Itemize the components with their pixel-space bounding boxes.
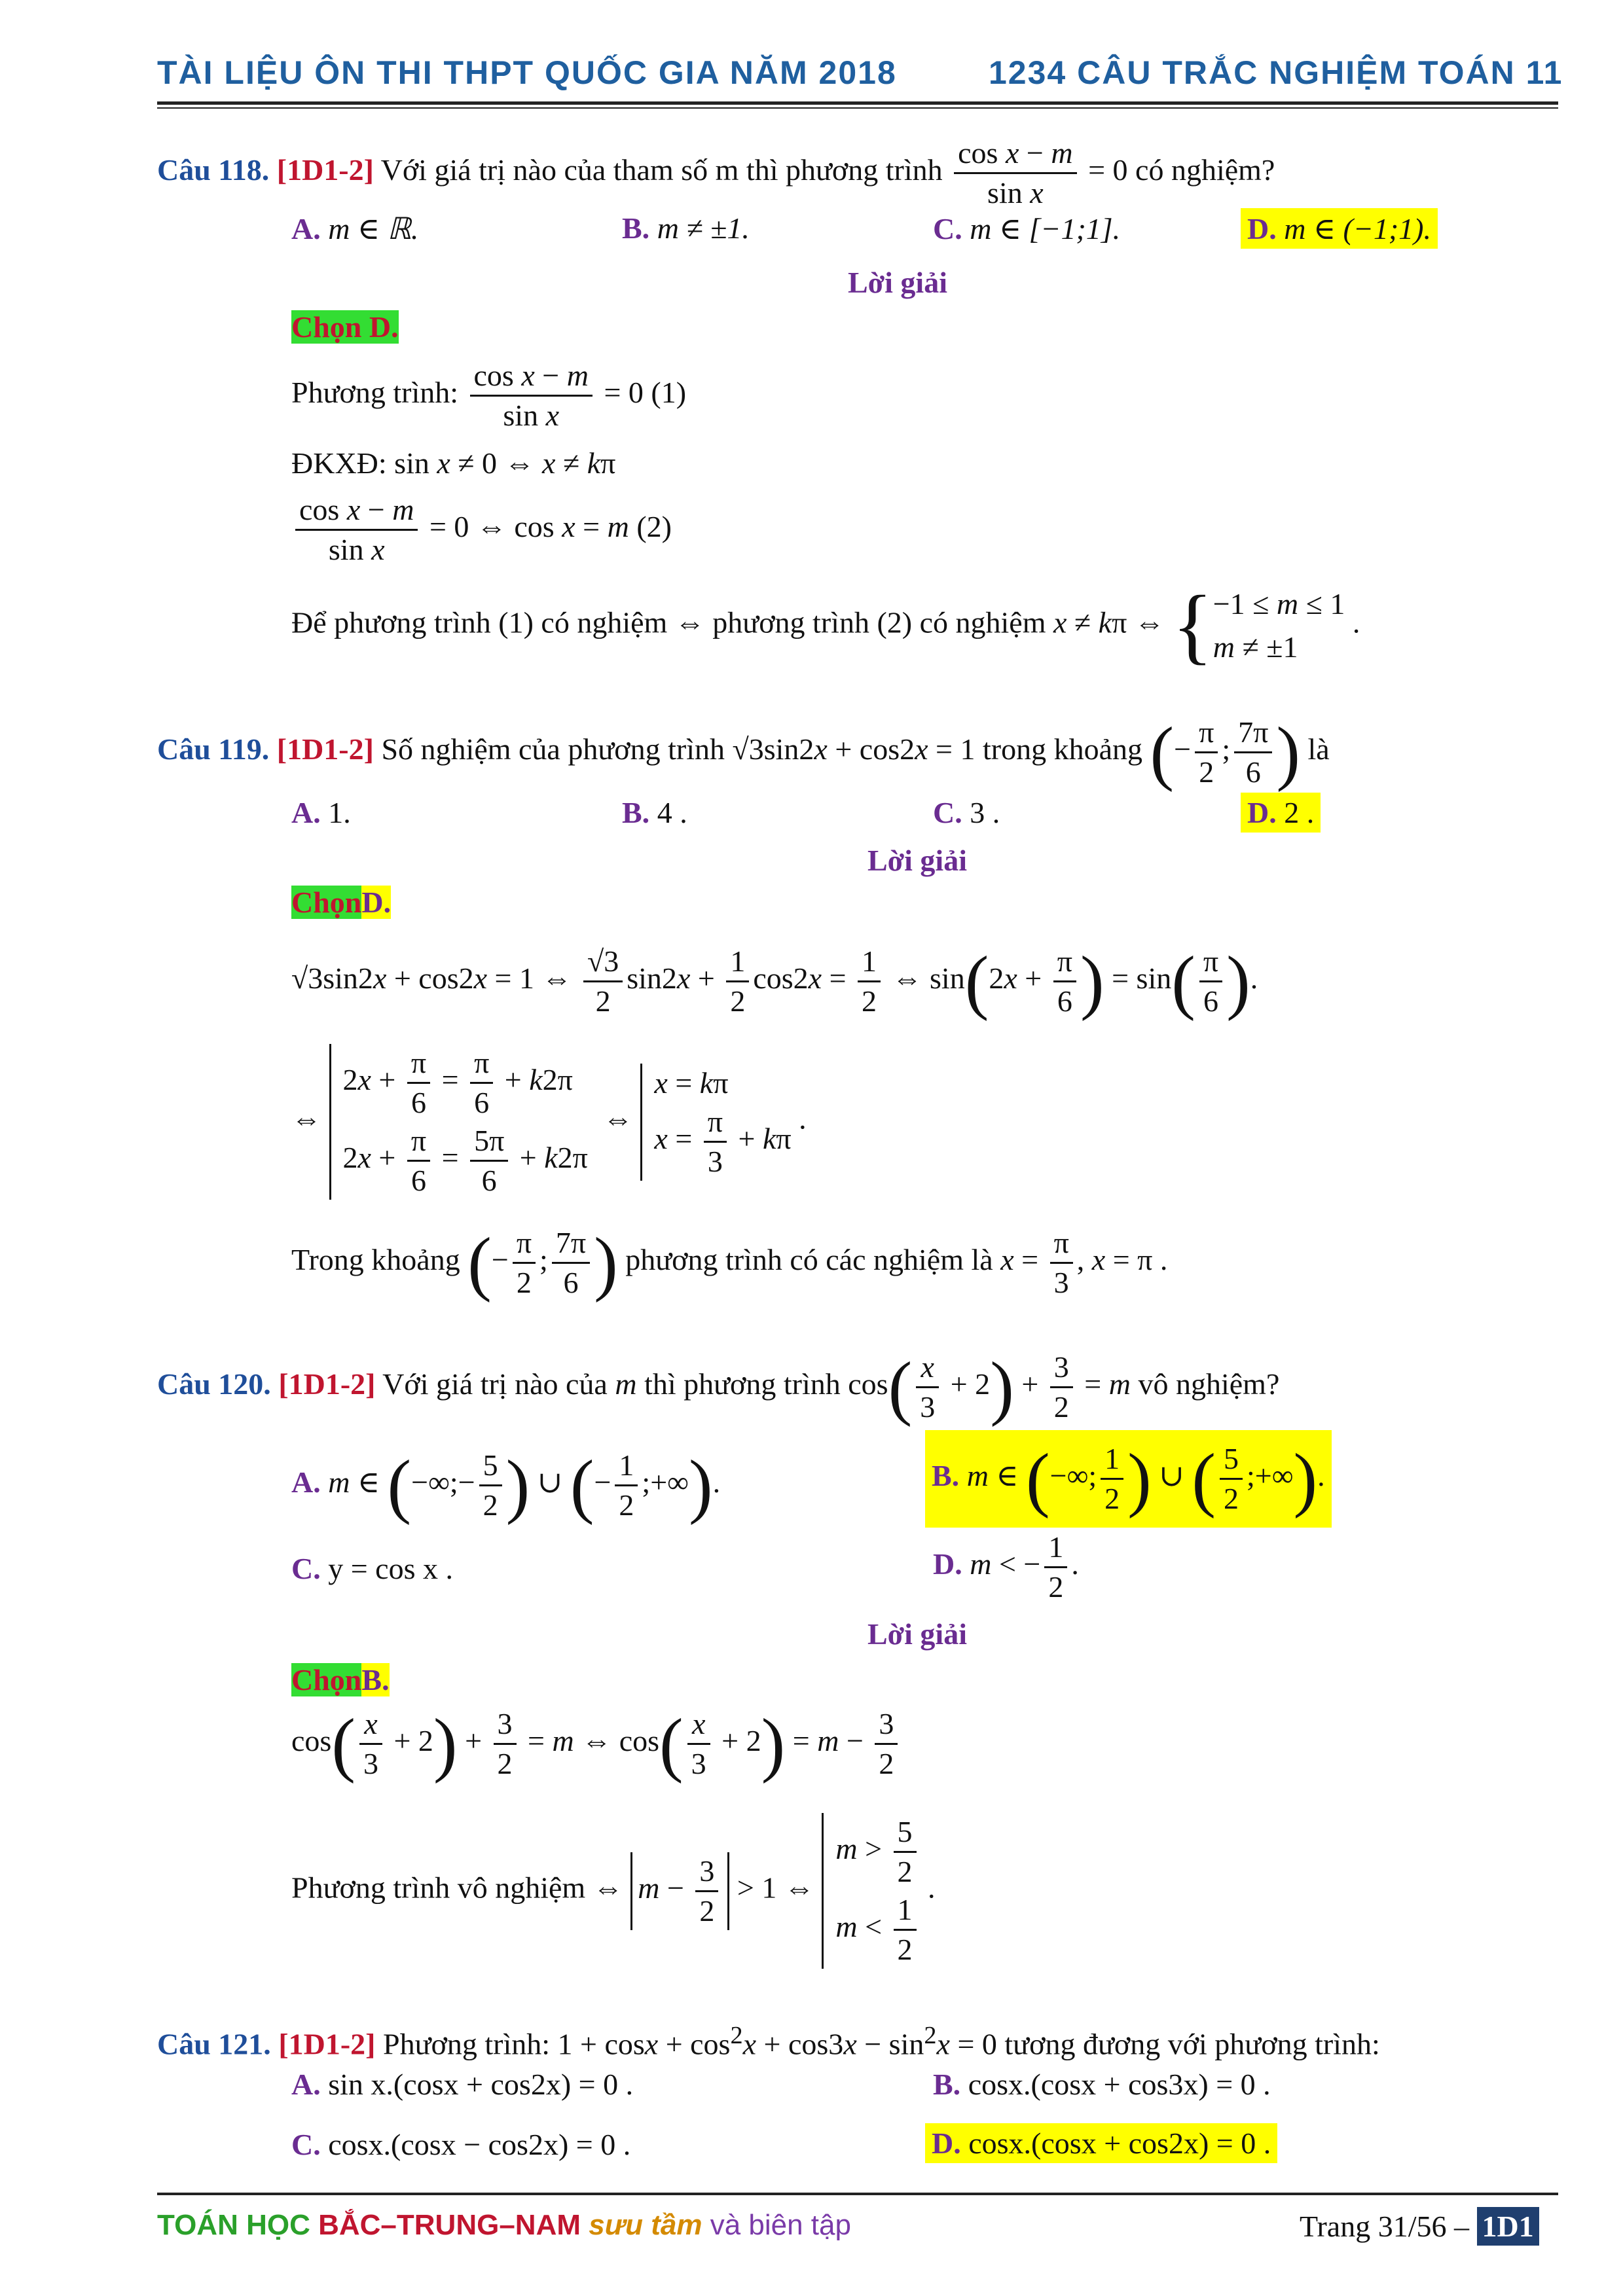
footer-rule [157, 2193, 1558, 2195]
q121-option-a[interactable]: A. sin x.(cosx + cos2x) = 0 . [291, 2068, 634, 2101]
q120-option-c[interactable]: C. y = cos x . [291, 1552, 453, 1585]
q118-loi-giai: Lời giải [848, 266, 947, 299]
q120-loi-giai: Lời giải [867, 1617, 967, 1651]
q120-number: Câu 120. [157, 1367, 271, 1401]
q119-option-a[interactable]: A. 1. [291, 796, 351, 829]
q120-option-b[interactable]: B. m ∈ (−∞; $\frac{1}{2}$ ) ∪ ( $\frac{5}{2}$ ;+∞). [925, 1430, 1332, 1528]
q121-option-c[interactable]: C. cosx.(cosx − cos2x) = 0 . [291, 2128, 631, 2161]
q119-option-c[interactable]: C. 3 . [933, 796, 1000, 829]
q118-option-d[interactable]: D. m ∈ (−1;1). [1241, 208, 1438, 249]
q121-option-d[interactable]: D. cosx.(cosx + cos2x) = 0 . [925, 2123, 1277, 2163]
q118-chon: Chọn D. [291, 310, 399, 344]
q121-number: Câu 121. [157, 2027, 271, 2061]
q118-number: Câu 118. [157, 153, 270, 187]
q120-sol-line2: Phương trình vô nghiệm ⇔ m − $\frac{3}{2}$ > 1 ⇔ m > $\frac{5}{2}$ m < $\frac{1}{2}$ . [291, 1813, 936, 1969]
q121-option-b[interactable]: B. cosx.(cosx + cos3x) = 0 . [933, 2068, 1271, 2101]
q119-loi-giai: Lời giải [867, 844, 967, 877]
q118-stem: Câu 118. [1D1-2] Với giá trị nào của tham số m thì phương trình $\frac{\text{cos x − m}}{\text{sin x}}$ = 0 có nghiệm? [157, 134, 1275, 212]
q119-chon: ChọnD. [291, 886, 392, 919]
q120-sol-line1: cos( $\frac{x}{3}$ + 2) + $\frac{3}{2}$ = m ⇔ cos( $\frac{x}{3}$ + 2) = m − $\frac{3}{2}$ [291, 1705, 902, 1783]
q120-chon: ChọnB. [291, 1663, 390, 1696]
q119-stem: Câu 119. [1D1-2] Số nghiệm của phương trình √3sin2x + cos2x = 1 trong khoảng (− $\frac{\pi}{2}$ ; $\frac{7\pi}{6}$ ) là [157, 712, 1330, 793]
footer-brand: TOÁN HỌC BẮC–TRUNG–NAM sưu tầm và biên tập [157, 2209, 851, 2241]
q119-sol-line1: √3sin2x + cos2x = 1 ⇔ $\frac{√3}{2}$ sin2x + $\frac{1}{2}$ cos2x = $\frac{1}{2}$ ⇔ sin(2x + $\frac{\pi}{6}$ ) = sin( $\frac{\pi}{6}$ ). [291, 941, 1258, 1022]
q118-sol-line4: Để phương trình (1) có nghiệm ⇔ phương trình (2) có nghiệm x ≠ kπ ⇔ {−1 ≤ m ≤ 1 m ≠ ±1 . [291, 579, 1360, 673]
q120-stem: Câu 120. [1D1-2] Với giá trị nào của m thì phương trình cos( $\frac{x}{3}$ + 2) + $\frac{3}{2}$ = m vô nghiệm? [157, 1347, 1280, 1427]
q118-fraction: $\frac{\text{cos x − m}}{\text{sin x}}$ [954, 134, 1076, 212]
q118-tag: [1D1-2] [276, 153, 374, 187]
q121-stem: Câu 121. [1D1-2] Phương trình: $1 + \cos x + \cos^2x + \cos 3x - \sin^2x = 0$ tương đương với phương trình: [157, 2022, 1380, 2061]
header-rule-thin [157, 107, 1558, 109]
q118-sol-line1: Phương trình: $\frac{\text{cos x − m}}{\text{sin x}}$ = 0 (1) [291, 357, 686, 435]
q118-sol-line3: $\frac{\text{cos x − m}}{\text{sin x}}$ = 0 ⇔ cos x = m (2) [291, 491, 672, 569]
q119-option-b[interactable]: B. 4 . [622, 796, 687, 829]
q121-tag: [1D1-2] [278, 2027, 376, 2061]
q118-option-a[interactable]: A. m ∈ ℝ. [291, 212, 419, 245]
q118-option-c[interactable]: C. m ∈ [−1;1]. [933, 212, 1121, 245]
q120-option-d[interactable]: D. m < − $\frac{1}{2}$ . [933, 1528, 1079, 1606]
q119-number: Câu 119. [157, 732, 270, 766]
q118-option-b[interactable]: B. m ≠ ±1. [622, 211, 750, 245]
q118-sol-line2: ĐKXĐ: sin x ≠ 0 ⇔ x ≠ kπ [291, 446, 616, 480]
q118-text: Với giá trị nào của tham số m thì phương trình [380, 153, 943, 187]
header-left: TÀI LIỆU ÔN THI THPT QUỐC GIA NĂM 2018 [157, 54, 897, 91]
q120-option-a[interactable]: A. m ∈ (−∞;− $\frac{5}{2}$ ) ∪ (− $\frac{1}{2}$ ;+∞). [291, 1445, 721, 1526]
q119-sol-line3: Trong khoảng (− $\frac{\pi}{2}$ ; $\frac{7\pi}{6}$ ) phương trình có các nghiệm là x = $\frac{\pi}{3}$ , x = π . [291, 1223, 1168, 1303]
q119-sol-line2: ⇔ 2x + $\frac{\pi}{6}$ = $\frac{\pi}{6}$ + k2π 2x + $\frac{\pi}{6}$ = $\frac{5\pi}{6}$ + k2π ⇔ x = kπ x = $\frac{\pi}{3}$ + kπ . [291, 1044, 807, 1200]
q119-option-d[interactable]: D. 2 . [1241, 793, 1321, 833]
q119-tag: [1D1-2] [276, 732, 374, 766]
q118-text-after: có nghiệm? [1135, 153, 1275, 187]
header-right: 1234 CÂU TRẮC NGHIỆM TOÁN 11 [989, 54, 1563, 91]
footer-badge: 1D1 [1477, 2207, 1539, 2246]
header-rule [157, 101, 1558, 105]
footer-page: Trang 31/56 – 1D1 [1300, 2209, 1539, 2244]
q120-tag: [1D1-2] [278, 1367, 376, 1401]
